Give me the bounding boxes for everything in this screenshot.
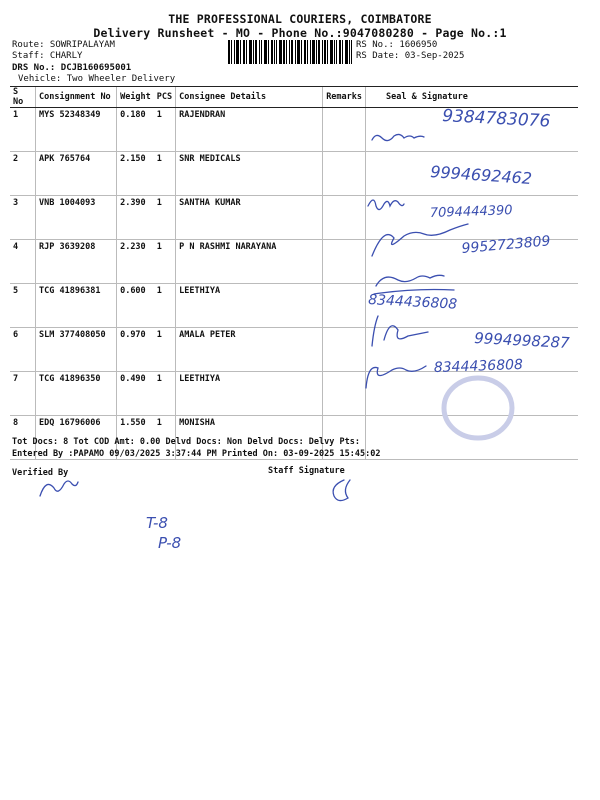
row-consignment: TCG 41896381 [36, 284, 117, 328]
drs-value: DCJB160695001 [60, 63, 132, 73]
row-remarks [323, 328, 366, 372]
row-pcs: 1 [154, 416, 176, 460]
staff-label: Staff: CHARLY [12, 51, 83, 61]
handwritten-phone: 9384783076 [441, 106, 551, 132]
signature-mark [40, 481, 78, 496]
handwritten-phone: 8344436808 [367, 292, 458, 313]
col-weight: Weight [117, 87, 154, 108]
row-consignment: TCG 41896350 [36, 372, 117, 416]
table-row [10, 372, 578, 416]
row-sno: 7 [10, 372, 36, 416]
vehicle-label: Vehicle: Two Wheeler Delivery [18, 74, 176, 84]
handwritten-phone: 9994998287 [473, 329, 571, 352]
route-label: Route: SOWRIPALAYAM [12, 40, 115, 50]
col-remarks: Remarks [323, 87, 366, 108]
row-pcs: 1 [154, 284, 176, 328]
row-signature [366, 108, 578, 152]
col-consignment: Consignment No [36, 87, 117, 108]
row-sno: 6 [10, 328, 36, 372]
company-title: THE PROFESSIONAL COURIERS, COIMBATORE [168, 12, 432, 26]
handwritten-phone: 9952723809 [460, 233, 552, 257]
staff-signature-label: Staff Signature [268, 466, 345, 476]
table-row [10, 108, 578, 152]
row-pcs: 1 [154, 372, 176, 416]
row-consignment: RJP 3639208 [36, 240, 117, 284]
row-remarks [323, 372, 366, 416]
row-consignee: LEETHIYA [176, 284, 323, 328]
table-header-row [10, 87, 578, 108]
row-consignee: AMALA PETER [176, 328, 323, 372]
row-weight: 0.600 [117, 284, 154, 328]
row-signature [366, 416, 578, 460]
row-weight: 2.230 [117, 240, 154, 284]
row-consignment: MYS 52348349 [36, 108, 117, 152]
row-consignee: SNR MEDICALS [176, 152, 323, 196]
totals-line: Tot Docs: 8 Tot COD Amt: 0.00 Delvd Docs: Non Delvd Docs: Delvy Pts: [12, 437, 360, 447]
row-pcs: 1 [154, 328, 176, 372]
col-sno: S No [10, 87, 36, 108]
table-row [10, 240, 578, 284]
row-signature [366, 240, 578, 284]
row-sno: 8 [10, 416, 36, 460]
handwritten-note: P-8 [158, 534, 182, 552]
row-consignee: MONISHA [176, 416, 323, 460]
row-pcs: 1 [154, 240, 176, 284]
row-signature [366, 196, 578, 240]
row-consignment: SLM 377408050 [36, 328, 117, 372]
handwritten-phone: 9994692462 [429, 162, 533, 189]
row-remarks [323, 196, 366, 240]
row-sno: 5 [10, 284, 36, 328]
drs-label: DRS No.: [12, 63, 61, 73]
row-sno: 2 [10, 152, 36, 196]
rs-date: RS Date: 03-Sep-2025 [356, 51, 465, 61]
verified-by-label: Verified By [12, 468, 69, 478]
row-consignee: RAJENDRAN [176, 108, 323, 152]
row-weight: 0.490 [117, 372, 154, 416]
row-pcs: 1 [154, 152, 176, 196]
row-sno: 3 [10, 196, 36, 240]
row-pcs: 1 [154, 196, 176, 240]
row-signature [366, 284, 578, 328]
row-consignee: P N RASHMI NARAYANA [176, 240, 323, 284]
rs-number: RS No.: 1606950 [356, 40, 438, 50]
row-sno: 4 [10, 240, 36, 284]
row-consignee: LEETHIYA [176, 372, 323, 416]
row-weight: 0.180 [117, 108, 154, 152]
handwritten-phone: 8344436808 [433, 356, 524, 376]
row-signature [366, 152, 578, 196]
row-consignee: SANTHA KUMAR [176, 196, 323, 240]
col-pcs: PCS [154, 87, 176, 108]
row-weight: 1.550 [117, 416, 154, 460]
handwritten-note: T-8 [146, 514, 168, 532]
row-sno: 1 [10, 108, 36, 152]
row-consignment: APK 765764 [36, 152, 117, 196]
table-row [10, 196, 578, 240]
drs-number [12, 63, 131, 73]
runsheet-table [10, 86, 578, 460]
row-pcs: 1 [154, 108, 176, 152]
row-remarks [323, 108, 366, 152]
runsheet-subtitle: Delivery Runsheet - MO - Phone No.:9047080280 - Page No.:1 [93, 26, 507, 40]
entered-by-line: Entered By :PAPAMO 09/03/2025 3:37:44 PM Printed On: 03-09-2025 15:45:02 [12, 449, 381, 459]
col-consignee: Consignee Details [176, 87, 323, 108]
row-weight: 0.970 [117, 328, 154, 372]
signature-mark [333, 480, 350, 501]
row-weight: 2.150 [117, 152, 154, 196]
row-signature [366, 372, 578, 416]
row-remarks [323, 240, 366, 284]
row-consignment: VNB 1004093 [36, 196, 117, 240]
row-weight: 2.390 [117, 196, 154, 240]
row-consignment: EDQ 16796006 [36, 416, 117, 460]
table-row [10, 284, 578, 328]
col-seal-signature: Seal & Signature [366, 87, 578, 108]
handwritten-phone: 7094444390 [429, 203, 513, 221]
table-row [10, 328, 578, 372]
row-remarks [323, 284, 366, 328]
table-row [10, 152, 578, 196]
row-signature [366, 328, 578, 372]
row-remarks [323, 152, 366, 196]
barcode-icon [228, 40, 352, 64]
